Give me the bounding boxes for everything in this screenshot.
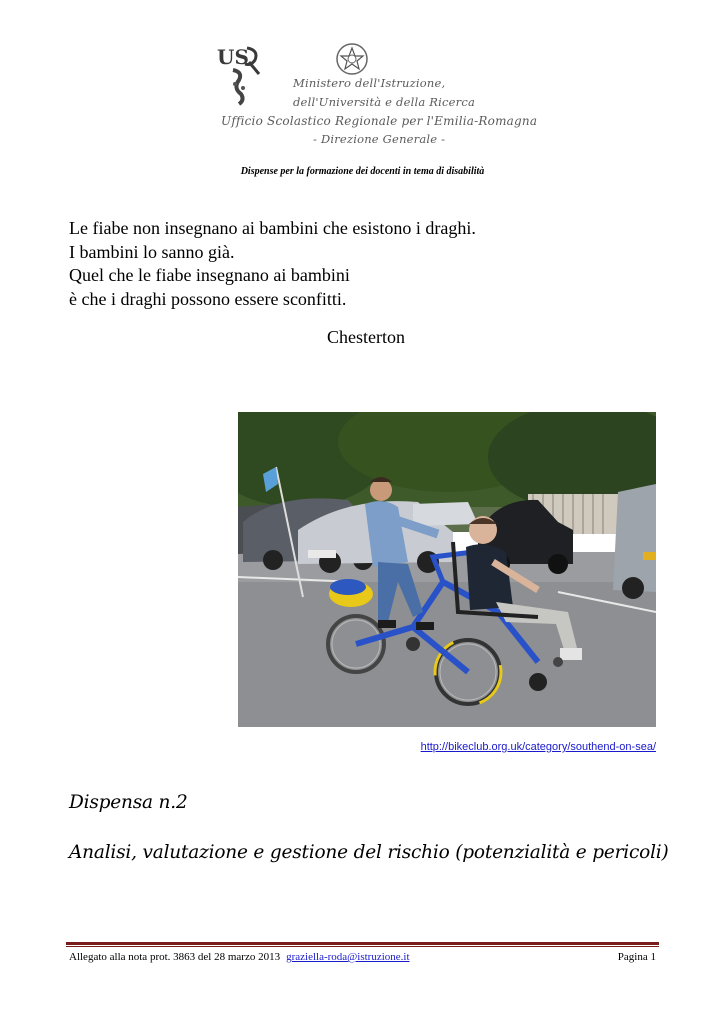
footer-divider-thin — [66, 946, 659, 947]
footer-divider — [66, 942, 659, 945]
footer-note-text: Allegato alla nota prot. 3863 del 28 marzo 2013 — [69, 951, 281, 963]
photo-illustration — [238, 412, 656, 727]
quote-author: Chesterton — [327, 327, 405, 347]
page-number: Pagina 1 — [617, 951, 656, 963]
letterhead-line-direction: - Direzione Generale - — [313, 132, 446, 146]
document-title: Analisi, valutazione e gestione del rischio (potenzialità e pericoli) — [69, 842, 669, 863]
quote-block — [69, 217, 476, 311]
photo-source-link[interactable]: http://bikeclub.org.uk/category/southend-on-sea/ — [420, 741, 656, 753]
letterhead-line-ministry: Ministero dell'Istruzione, — [293, 76, 446, 90]
letterhead — [215, 40, 538, 158]
letterhead-line-university: dell'Università e della Ricerca — [293, 95, 476, 109]
letterhead-line-office: Ufficio Scolastico Regionale per l'Emilia-Romagna — [221, 114, 538, 128]
quote-line: I bambini lo sanno già. — [69, 241, 235, 262]
footer-email-link[interactable]: graziella-roda@istruzione.it — [286, 951, 410, 963]
document-number: Dispensa n.2 — [69, 792, 188, 813]
photo-tandem-bike — [238, 412, 656, 727]
italian-republic-emblem-icon — [335, 42, 369, 76]
quote-line: Le fiabe non insegnano ai bambini che esistono i draghi. — [69, 218, 476, 238]
quote-line: è che i draghi possono essere sconfitti. — [69, 288, 347, 309]
footer-note — [69, 951, 410, 963]
quote-line: Quel che le fiabe insegnano ai bambini — [69, 265, 350, 285]
usr-logo — [215, 44, 265, 106]
svg-text:US: US — [217, 45, 249, 69]
page-subheader: Dispense per la formazione dei docenti in tema di disabilità — [240, 166, 485, 177]
